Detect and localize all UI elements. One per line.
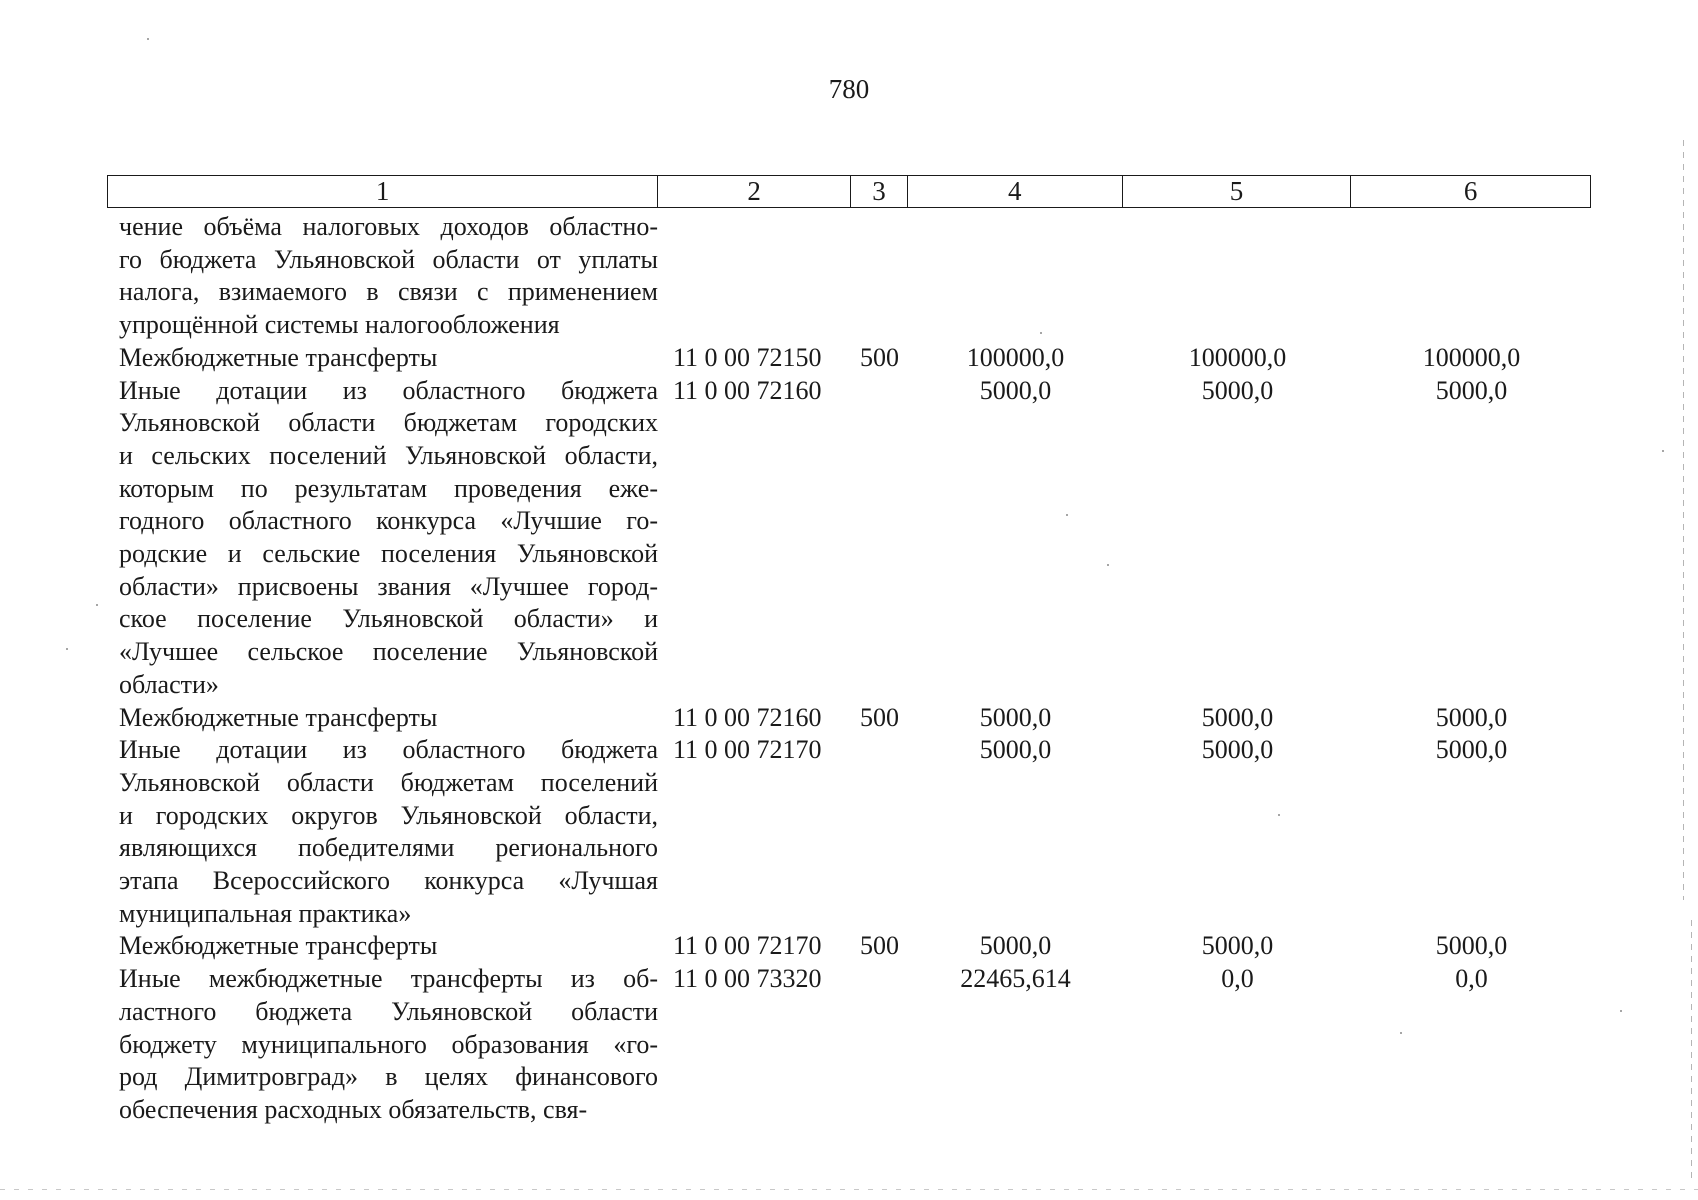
description-line: области» xyxy=(119,669,219,699)
row-description xyxy=(107,702,658,735)
row-value-col5: 5000,0 xyxy=(1201,702,1274,732)
row-value-col6: 0,0 xyxy=(1455,964,1488,994)
description-line: обеспечения расходных обязательств, свя- xyxy=(119,1094,588,1124)
row-value-col4 xyxy=(908,211,1123,342)
row-value-col5: 100000,0 xyxy=(1188,342,1287,372)
row-value-col5: 5000,0 xyxy=(1201,931,1274,961)
row-value-col6: 100000,0 xyxy=(1422,342,1521,372)
row-description xyxy=(107,963,658,1127)
row-value-col6: 5000,0 xyxy=(1435,931,1508,961)
row-value-col6: 5000,0 xyxy=(1435,735,1508,765)
row-type: 500 xyxy=(860,931,899,961)
scan-speck xyxy=(66,648,68,650)
row-type xyxy=(851,963,908,1127)
table-row xyxy=(107,342,1591,375)
row-type xyxy=(851,375,908,702)
header-col-6: 6 xyxy=(1463,176,1478,206)
row-value-col5: 5000,0 xyxy=(1201,375,1274,405)
scan-speck xyxy=(147,38,149,40)
row-value-col5: 5000,0 xyxy=(1201,735,1274,765)
header-col-3: 3 xyxy=(851,176,908,207)
row-value-col5: 0,0 xyxy=(1221,964,1254,994)
row-description xyxy=(107,342,658,375)
description-line: Ульяновской области бюджетам поселений xyxy=(119,767,658,797)
row-value-col6: 5000,0 xyxy=(1435,375,1508,405)
header-col-4: 4 xyxy=(908,176,1123,207)
description-line: и сельских поселений Ульяновской области, xyxy=(119,440,658,470)
description-line: ское поселение Ульяновской области» и xyxy=(119,604,658,634)
row-value-col4: 100000,0 xyxy=(966,342,1065,372)
row-value-col4: 22465,614 xyxy=(960,964,1071,994)
row-description xyxy=(107,930,658,963)
scan-bottom-line xyxy=(0,1189,1698,1190)
description-line: этапа Всероссийского конкурса «Лучшая xyxy=(119,866,658,896)
description-line: Иные дотации из областного бюджета xyxy=(119,735,658,765)
table-row xyxy=(107,930,1591,963)
row-value-col6: 5000,0 xyxy=(1435,702,1508,732)
table-row xyxy=(107,211,1591,342)
header-col-2: 2 xyxy=(658,176,851,207)
description-line: области» присвоены звания «Лучшее город- xyxy=(119,571,658,601)
row-value-col6 xyxy=(1352,211,1591,342)
row-description xyxy=(107,211,658,342)
description-line: налога, взимаемого в связи с применением xyxy=(119,277,658,307)
description-line: и городских округов Ульяновской области, xyxy=(119,800,658,830)
description-line: являющихся победителями регионального xyxy=(119,833,658,863)
scan-speck xyxy=(1662,450,1664,452)
row-value-col4: 5000,0 xyxy=(979,931,1052,961)
scan-speck xyxy=(1400,1032,1402,1034)
table-row xyxy=(107,702,1591,735)
description-line: которым по результатам проведения еже- xyxy=(119,473,658,503)
description-line: бюджету муниципального образования «го- xyxy=(119,1029,658,1059)
description-line: родские и сельские поселения Ульяновской xyxy=(119,539,658,569)
table-header xyxy=(107,175,1591,208)
description-line: род Димитровград» в целях финансового xyxy=(119,1062,658,1092)
row-code: 11 0 00 73320 xyxy=(673,964,822,994)
description-line: «Лучшее сельское поселение Ульяновской xyxy=(119,637,658,667)
row-type: 500 xyxy=(860,342,899,372)
row-code: 11 0 00 72170 xyxy=(673,931,822,961)
description-line: Межбюджетные трансферты xyxy=(119,342,438,372)
row-value-col4: 5000,0 xyxy=(979,735,1052,765)
description-line: го бюджета Ульяновской области от уплаты xyxy=(119,244,658,274)
row-type: 500 xyxy=(860,702,899,732)
description-line: ластного бюджета Ульяновской области xyxy=(119,996,658,1026)
scan-speck xyxy=(1620,1010,1622,1012)
scan-edge-line xyxy=(1683,140,1684,900)
description-line: муниципальная практика» xyxy=(119,898,412,928)
description-line: чение объёма налоговых доходов областно- xyxy=(119,212,658,241)
scan-speck xyxy=(1040,332,1042,334)
description-line: годного областного конкурса «Лучшие го- xyxy=(119,506,658,536)
row-type xyxy=(851,211,908,342)
table-body xyxy=(107,211,1591,1127)
row-code: 11 0 00 72160 xyxy=(673,702,822,732)
row-code: 11 0 00 72170 xyxy=(673,735,822,765)
description-line: Иные межбюджетные трансферты из об- xyxy=(119,964,658,994)
table-row xyxy=(107,963,1591,1127)
description-line: упрощённой системы налогообложения xyxy=(119,310,560,340)
scan-speck xyxy=(1278,814,1280,816)
row-code: 11 0 00 72160 xyxy=(673,375,822,405)
scan-edge-line xyxy=(1691,920,1692,1180)
scan-speck xyxy=(1066,514,1068,516)
description-line: Межбюджетные трансферты xyxy=(119,931,438,961)
description-line: Межбюджетные трансферты xyxy=(119,702,438,732)
header-col-5: 5 xyxy=(1123,176,1352,207)
scan-speck xyxy=(96,604,98,606)
table-row xyxy=(107,734,1591,930)
row-value-col4: 5000,0 xyxy=(979,702,1052,732)
row-code: 11 0 00 72150 xyxy=(673,342,822,372)
description-line: Ульяновской области бюджетам городских xyxy=(119,408,658,438)
description-line: Иные дотации из областного бюджета xyxy=(119,375,658,405)
row-code xyxy=(658,211,851,342)
row-value-col4: 5000,0 xyxy=(979,375,1052,405)
row-description xyxy=(107,734,658,930)
page-number: 780 xyxy=(828,74,870,104)
row-type xyxy=(851,734,908,930)
header-col-1: 1 xyxy=(108,176,658,207)
row-description xyxy=(107,375,658,702)
row-value-col5 xyxy=(1123,211,1352,342)
scan-speck xyxy=(1107,564,1109,566)
table-row xyxy=(107,375,1591,702)
